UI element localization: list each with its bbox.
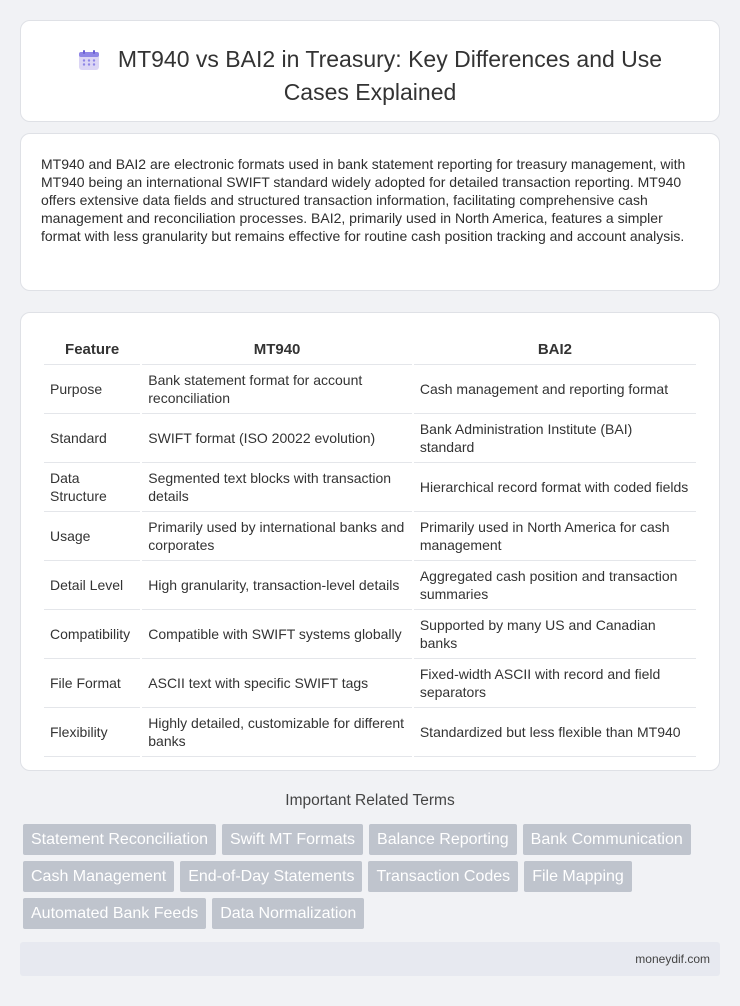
- page-title: MT940 vs BAI2 in Treasury: Key Differences and Use Cases Explained: [117, 46, 663, 105]
- table-row: [44, 365, 696, 414]
- table-row: [44, 561, 696, 610]
- bai2-cell: Hierarchical record format with coded fields: [414, 463, 696, 512]
- term-tag[interactable]: Cash Management: [23, 861, 174, 892]
- header-mt940: MT940: [142, 334, 412, 365]
- bai2-cell: Supported by many US and Canadian banks: [414, 610, 696, 659]
- table-row: [44, 414, 696, 463]
- feature-cell: Purpose: [44, 365, 140, 414]
- related-terms-title: Important Related Terms: [285, 792, 455, 809]
- feature-cell: Compatibility: [44, 610, 140, 659]
- bai2-cell: Primarily used in North America for cash management: [414, 512, 696, 561]
- mt940-cell: Bank statement format for account reconciliation: [142, 365, 412, 414]
- mt940-cell: High granularity, transaction-level details: [142, 561, 412, 610]
- term-tag[interactable]: Data Normalization: [212, 898, 364, 929]
- title-card: [20, 20, 720, 122]
- comparison-table-card: [20, 312, 720, 771]
- bai2-cell: Bank Administration Institute (BAI) standard: [414, 414, 696, 463]
- feature-cell: Detail Level: [44, 561, 140, 610]
- header-feature: Feature: [44, 334, 140, 365]
- mt940-cell: Primarily used by international banks and corporates: [142, 512, 412, 561]
- bai2-cell: Cash management and reporting format: [414, 365, 696, 414]
- feature-cell: Flexibility: [44, 708, 140, 757]
- term-tag[interactable]: Balance Reporting: [369, 824, 517, 855]
- intro-paragraph: MT940 and BAI2 are electronic formats used in bank statement reporting for treasury management, with MT940 being an international SWIFT standard widely adopted for detailed transaction reporting. MT940 offers extensive data fields and structured transaction information, facilitating comprehensive cash management and reconciliation processes. BAI2, primarily used in North America, features a simpler format with less granularity but remains effective for routine cash position tracking and account analysis.: [41, 156, 686, 244]
- feature-cell: Usage: [44, 512, 140, 561]
- header-bai2: BAI2: [414, 334, 696, 365]
- table-header-row: [44, 334, 696, 365]
- term-tag[interactable]: Swift MT Formats: [222, 824, 363, 855]
- footer-bar: [20, 942, 720, 976]
- mt940-cell: Highly detailed, customizable for different banks: [142, 708, 412, 757]
- bai2-cell: Standardized but less flexible than MT940: [414, 708, 696, 757]
- term-tag[interactable]: Bank Communication: [523, 824, 691, 855]
- term-tag[interactable]: Transaction Codes: [368, 861, 518, 892]
- bai2-cell: Fixed-width ASCII with record and field separators: [414, 659, 696, 708]
- term-tag[interactable]: End-of-Day Statements: [180, 861, 362, 892]
- mt940-cell: Compatible with SWIFT systems globally: [142, 610, 412, 659]
- term-tag[interactable]: Statement Reconciliation: [23, 824, 216, 855]
- feature-cell: Standard: [44, 414, 140, 463]
- table-row: [44, 610, 696, 659]
- term-tag[interactable]: Automated Bank Feeds: [23, 898, 206, 929]
- feature-cell: File Format: [44, 659, 140, 708]
- feature-cell: Data Structure: [44, 463, 140, 512]
- related-terms-list: [23, 824, 717, 935]
- calendar-grid-icon: [78, 49, 100, 78]
- bai2-cell: Aggregated cash position and transaction summaries: [414, 561, 696, 610]
- page-title-wrap: [61, 45, 679, 107]
- mt940-cell: SWIFT format (ISO 20022 evolution): [142, 414, 412, 463]
- mt940-cell: ASCII text with specific SWIFT tags: [142, 659, 412, 708]
- term-tag[interactable]: File Mapping: [524, 861, 632, 892]
- comparison-table: [42, 334, 698, 757]
- intro-card: [20, 133, 720, 291]
- table-row: [44, 708, 696, 757]
- table-row: [44, 463, 696, 512]
- table-row: [44, 512, 696, 561]
- mt940-cell: Segmented text blocks with transaction details: [142, 463, 412, 512]
- footer-site-link[interactable]: moneydif.com: [635, 952, 710, 966]
- table-row: [44, 659, 696, 708]
